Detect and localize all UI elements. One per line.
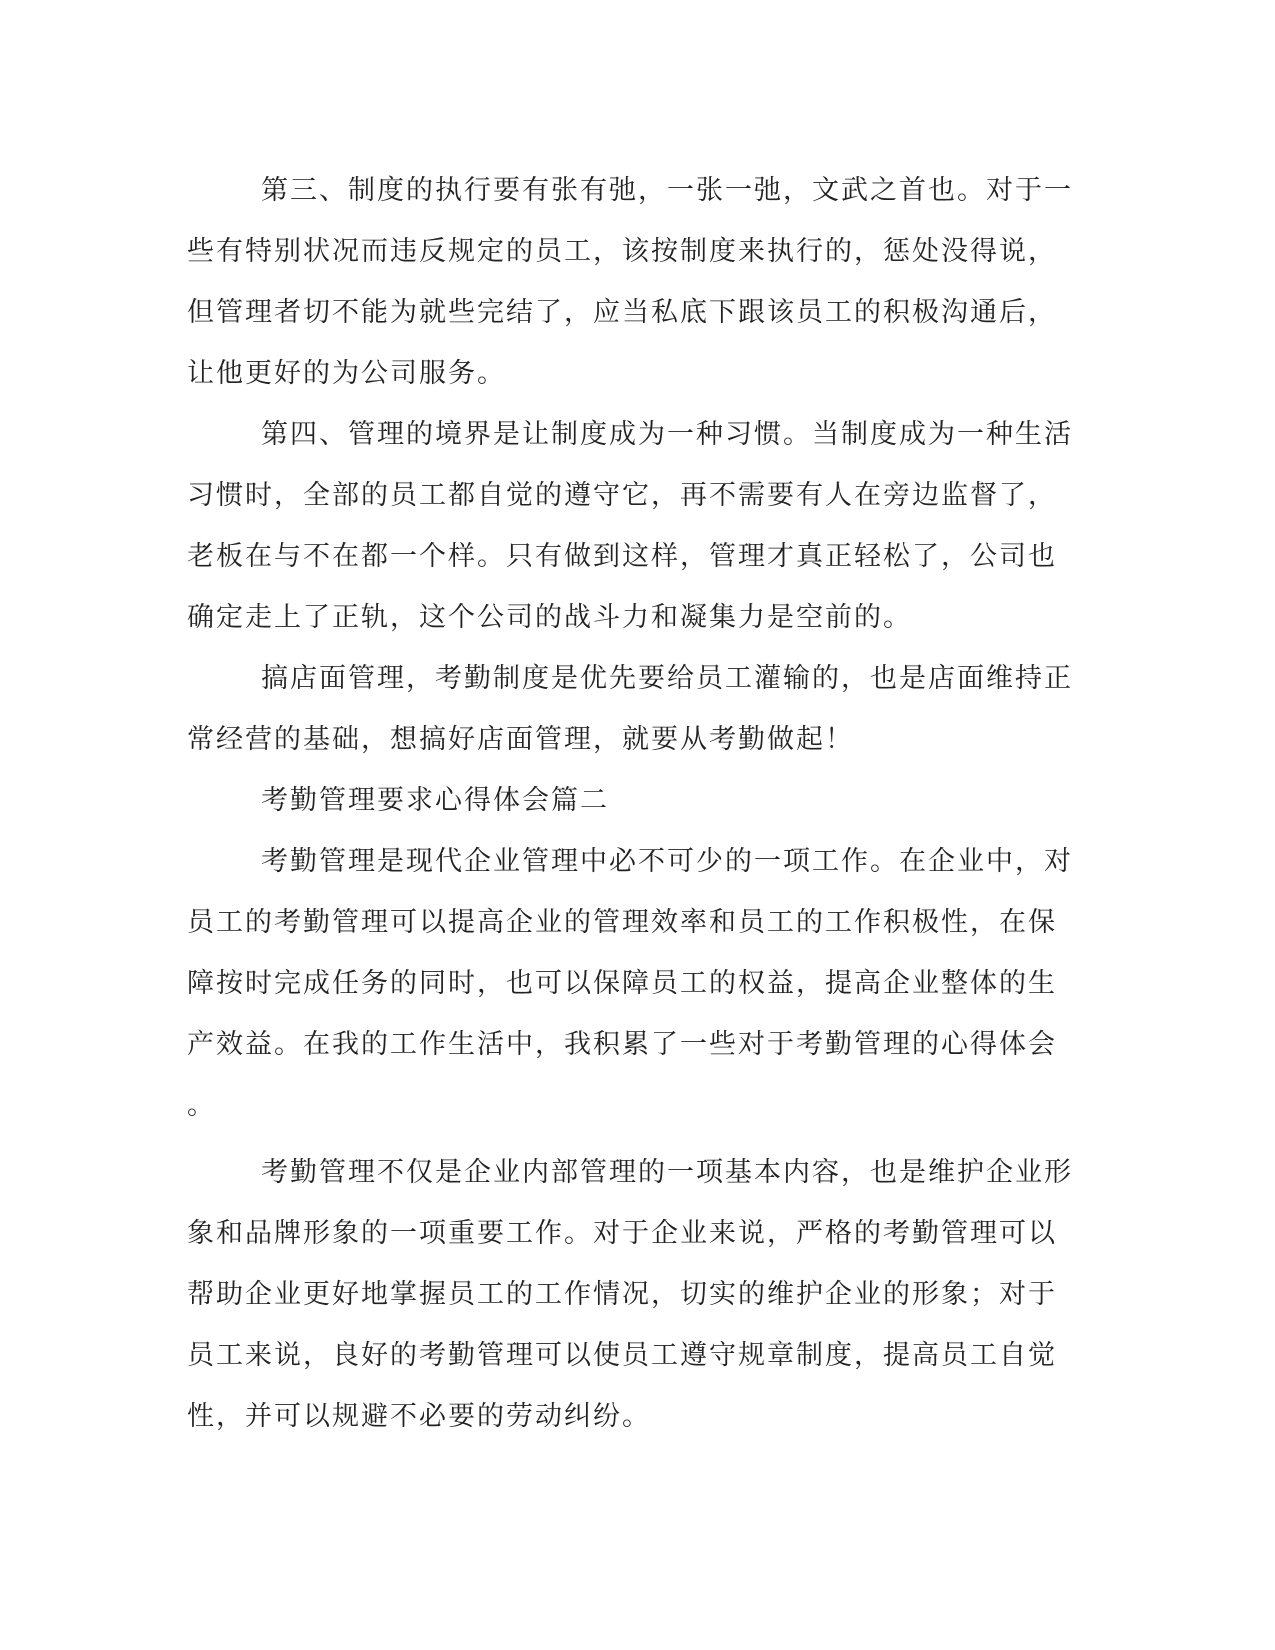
paragraph-4 bbox=[187, 831, 1079, 1136]
text-line: 习惯时，全部的员工都自觉的遵守它，再不需要有人在旁边监督了， bbox=[187, 480, 1057, 511]
text-line: 象和品牌形象的一项重要工作。对于企业来说，严格的考勤管理可以 bbox=[187, 1218, 1057, 1249]
document-body bbox=[187, 160, 1079, 1447]
text-line: 员工的考勤管理可以提高企业的管理效率和员工的工作积极性，在保 bbox=[187, 907, 1057, 938]
text-line: 让他更好的为公司服务。 bbox=[187, 358, 506, 389]
text-line: 考勤管理是现代企业管理中必不可少的一项工作。在企业中，对 bbox=[261, 846, 1073, 877]
text-line: 性，并可以规避不必要的劳动纠纷。 bbox=[187, 1401, 651, 1432]
text-line: 员工来说，良好的考勤管理可以使员工遵守规章制度，提高员工自觉 bbox=[187, 1340, 1057, 1371]
paragraph-5 bbox=[187, 1142, 1079, 1447]
text-line: 障按时完成任务的同时，也可以保障员工的权益，提高企业整体的生 bbox=[187, 968, 1057, 999]
text-line: 常经营的基础，想搞好店面管理，就要从考勤做起！ bbox=[187, 724, 854, 755]
text-line: 确定走上了正轨，这个公司的战斗力和凝集力是空前的。 bbox=[187, 602, 912, 633]
text-line: 搞店面管理，考勤制度是优先要给员工灌输的，也是店面维持正 bbox=[261, 663, 1073, 694]
text-line: 第四、管理的境界是让制度成为一种习惯。当制度成为一种生活 bbox=[261, 419, 1073, 450]
text-line: 考勤管理不仅是企业内部管理的一项基本内容，也是维护企业形 bbox=[261, 1157, 1073, 1188]
text-line: 第三、制度的执行要有张有弛，一张一弛，文武之首也。对于一 bbox=[261, 175, 1073, 206]
text-line: 些有特别状况而违反规定的员工，该按制度来执行的，惩处没得说， bbox=[187, 236, 1057, 267]
paragraph-1 bbox=[187, 160, 1079, 404]
paragraph-3 bbox=[187, 648, 1079, 770]
text-line: 但管理者切不能为就些完结了，应当私底下跟该员工的积极沟通后， bbox=[187, 297, 1057, 328]
text-line: 帮助企业更好地掌握员工的工作情况，切实的维护企业的形象；对于 bbox=[187, 1279, 1057, 1310]
text-line: 老板在与不在都一个样。只有做到这样，管理才真正轻松了，公司也 bbox=[187, 541, 1057, 572]
section-heading: 考勤管理要求心得体会篇二 bbox=[261, 785, 609, 816]
text-line: 。 bbox=[187, 1090, 216, 1121]
text-line: 产效益。在我的工作生活中，我积累了一些对于考勤管理的心得体会 bbox=[187, 1029, 1057, 1060]
paragraph-2 bbox=[187, 404, 1079, 648]
